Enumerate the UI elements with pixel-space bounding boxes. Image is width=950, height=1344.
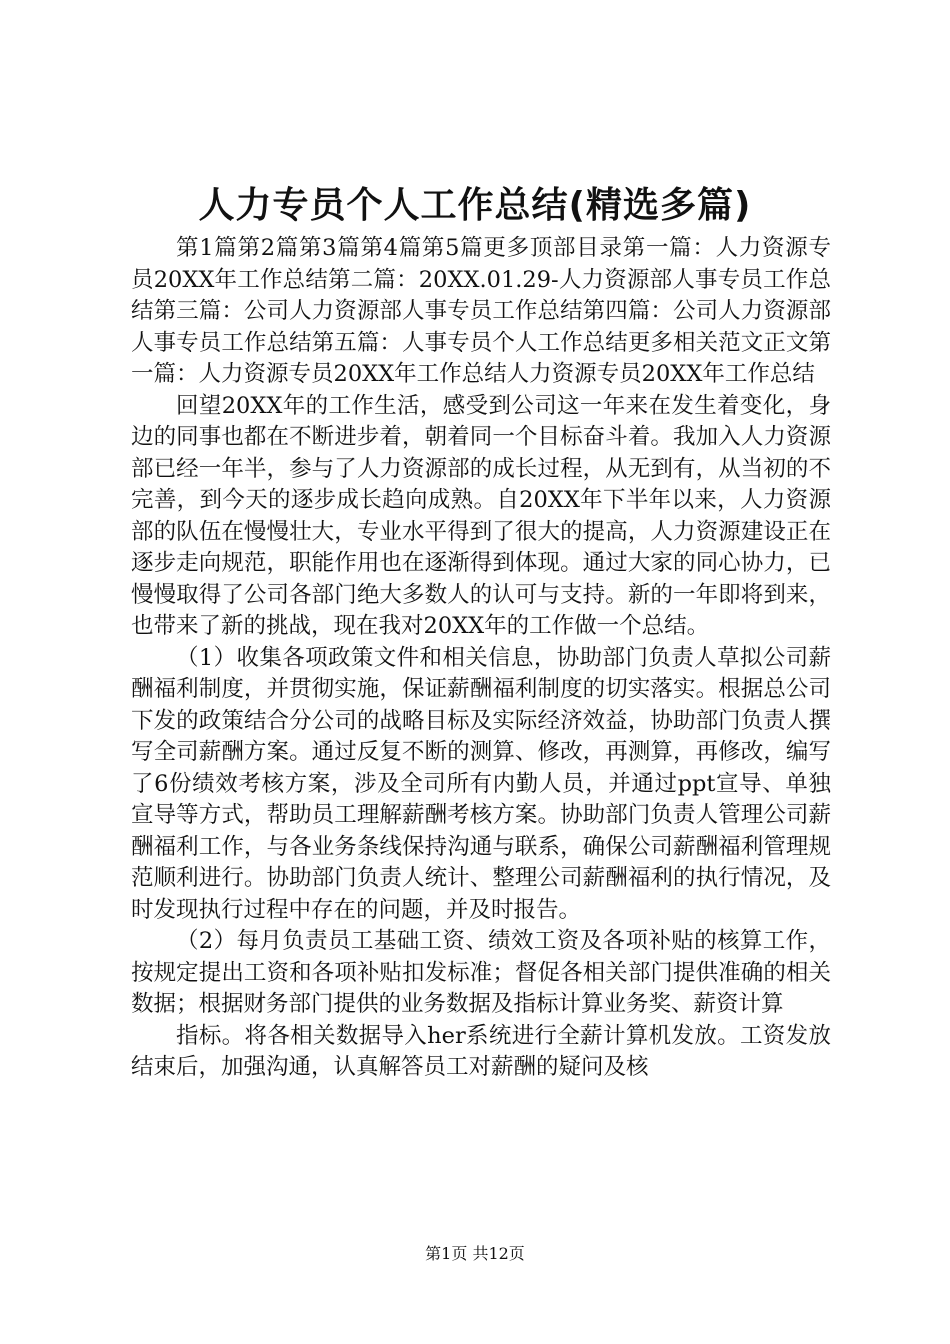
paragraph-item-2: （2）每月负责员工基础工资、绩效工资及各项补贴的核算工作，按规定提出工资和各项补贴扣发标准；督促各相关部门提供准确的相关数据；根据财务部门提供的业务数据及指标计算业务奖、薪资计算: [131, 928, 831, 1017]
paragraph-continued: 指标。将各相关数据导入her系统进行全薪计算机发放。工资发放结束后，加强沟通，认真解答员工对薪酬的疑问及核: [131, 1022, 831, 1080]
document-title: 人力专员个人工作总结(精选多篇): [198, 185, 752, 226]
paragraph-contents: 第1篇第2篇第3篇第4篇第5篇更多顶部目录第一篇：人力资源专员20XX年工作总结第二篇：20XX.01.29-人力资源部人事专员工作总结第三篇：公司人力资源部人事专员工作总结第四篇：公司人力资源部人事专员工作总结第五篇：人事专员个人工作总结更多相关范文正文第一篇：人力资源专员20XX年工作总结人力资源专员20XX年工作总结: [131, 235, 831, 387]
page-footer: 第1页 共12页: [425, 1244, 525, 1263]
paragraph-review: 回望20XX年的工作生活，感受到公司这一年来在发生着变化，身边的同事也都在不断进步着，朝着同一个目标奋斗着。我加入人力资源部已经一年半，参与了人力资源部的成长过程，从无到有，从当初的不完善，到今天的逐步成长趋向成熟。自20XX年下半年以来，人力资源部的队伍在慢慢壮大，专业水平得到了很大的提高，人力资源建设正在逐步走向规范，职能作用也在逐渐得到体现。通过大家的同心协力，已慢慢取得了公司各部门绝大多数人的认可与支持。新的一年即将到来，也带来了新的挑战，现在我对20XX年的工作做一个总结。: [131, 392, 831, 639]
paragraph-item-1: （1）收集各项政策文件和相关信息，协助部门负责人草拟公司薪酬福利制度，并贯彻实施，保证薪酬福利制度的切实落实。根据总公司下发的政策结合分公司的战略目标及实际经济效益，协助部门负责人撰写全司薪酬方案。通过反复不断的测算、修改，再测算，再修改，编写了6份绩效考核方案，涉及全司所有内勤人员，并通过ppt宣导、单独宣导等方式，帮助员工理解薪酬考核方案。协助部门负责人管理公司薪酬福利工作，与各业务条线保持沟通与联系，确保公司薪酬福利管理规范顺利进行。协助部门负责人统计、整理公司薪酬福利的执行情况，及时发现执行过程中存在的问题，并及时报告。: [131, 644, 831, 923]
document-body: [131, 233, 831, 1084]
